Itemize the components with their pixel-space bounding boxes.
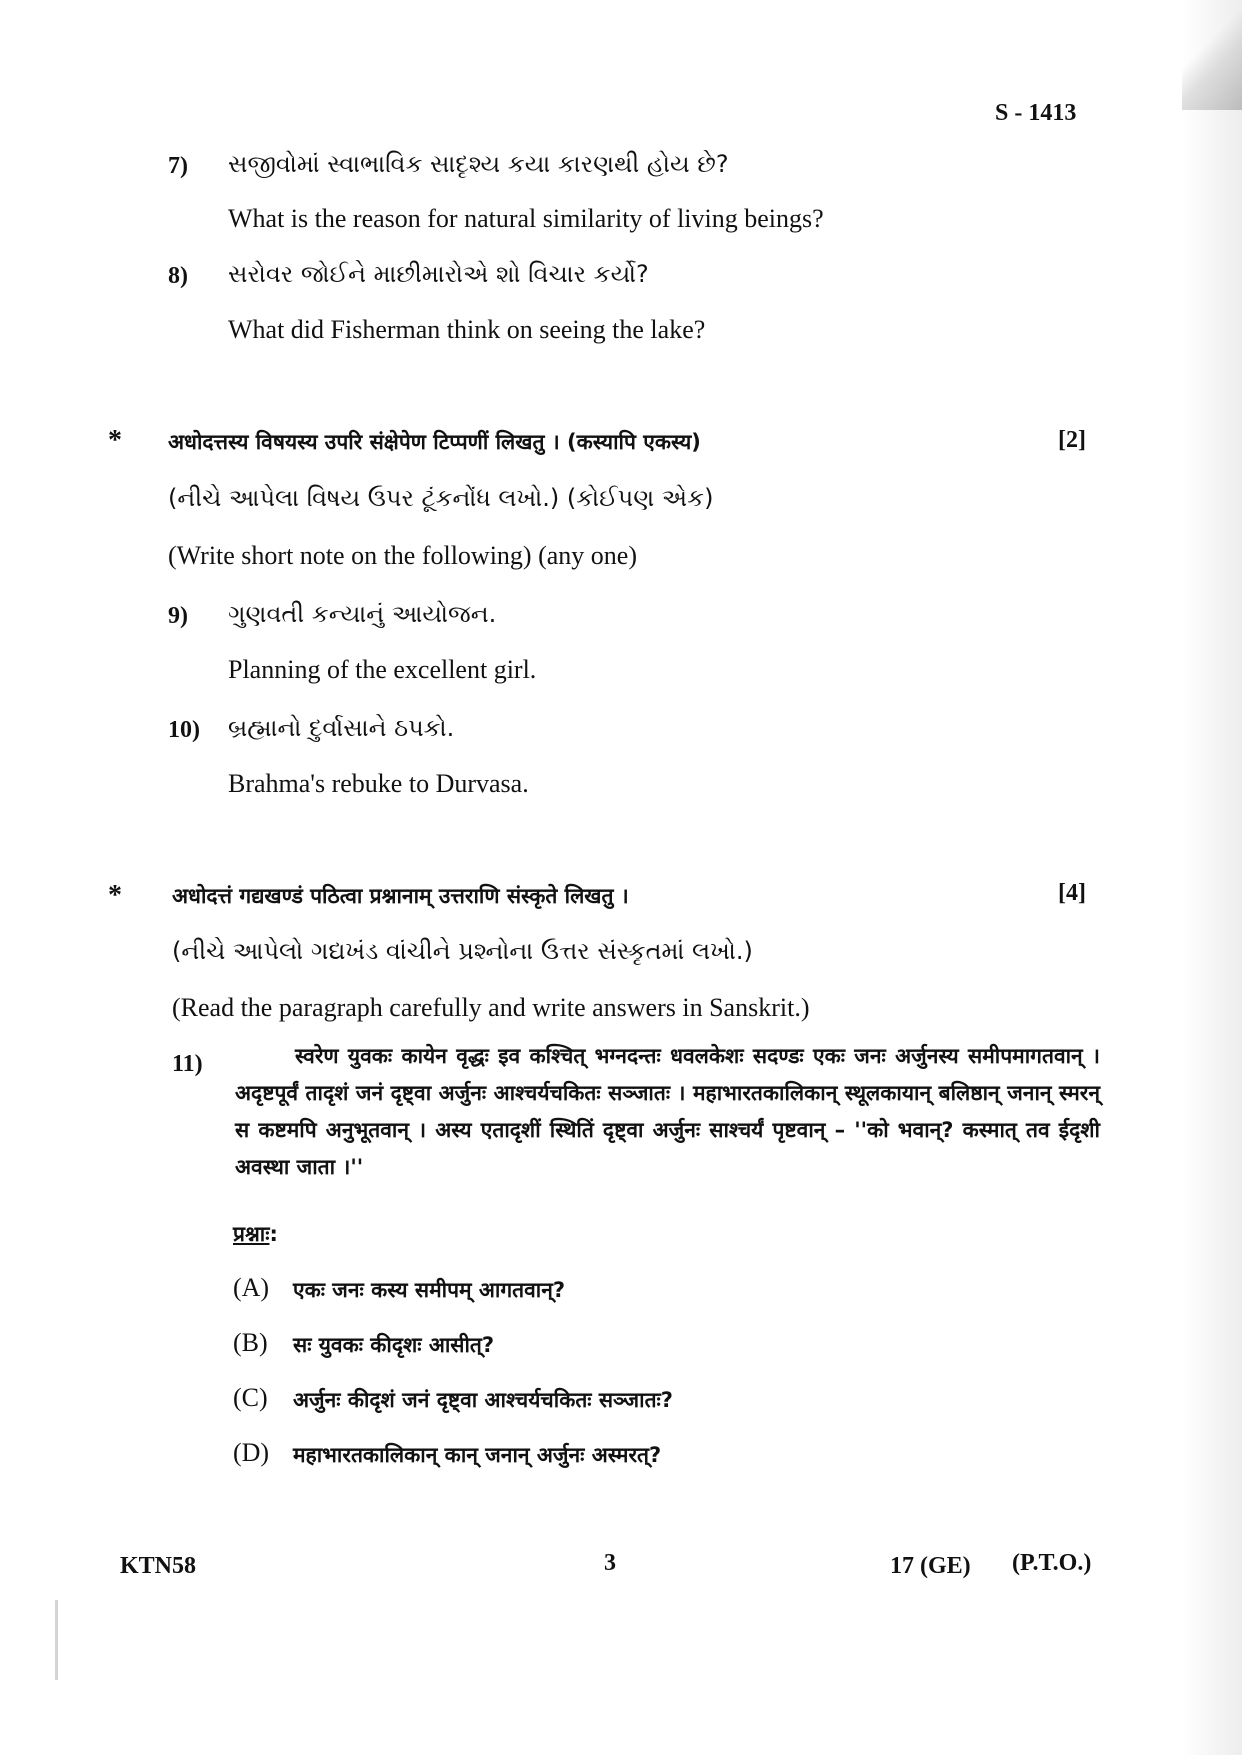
section-marks: [2] [1058,427,1086,453]
section-heading-gujarati: (નીચે આપેલો ગદ્યખંડ વાંચીને પ્રશ્નોના ઉત્તર સંસ્કૃતમાં લખો.) [172,937,753,965]
question-gujarati: સરોવર જોઈને માછીમારોએ શો વિચાર કર્યો? [228,260,649,288]
scan-shadow [1182,0,1242,1755]
sub-question-label: (A) [233,1273,270,1302]
questions-label: प्रश्नाः: [233,1222,278,1246]
sub-question-label: (D) [233,1438,270,1467]
section-heading-gujarati: (નીચે આપેલા વિષય ઉપર ટૂંકનોંધ લખો.) (કોઈપણ એક) [168,484,714,512]
section-heading-english: (Write short note on the following) (any one) [168,541,637,570]
question-gujarati: ગુણવતી કન્યાનું આયોજન. [228,600,497,628]
page-fold-corner [1182,0,1242,110]
question-number: 11) [172,1051,203,1077]
question-gujarati: બ્રહ્માનો દુર્વાસાને ઠપકો. [228,714,455,742]
question-number: 9) [168,603,188,629]
paper-code: S - 1413 [995,100,1077,126]
section-heading-sanskrit: अधोदत्तस्य विषयस्य उपरि संक्षेपेण टिप्पणीं लिखतु । (कस्यापि एकस्य) [168,430,701,454]
question-english: Brahma's rebuke to Durvasa. [228,769,529,798]
question-number: 7) [168,153,188,179]
question-english: What did Fisherman think on seeing the lake? [228,315,706,344]
question-english: What is the reason for natural similarity of living beings? [228,204,824,233]
questions-label-text: प्रश्नाः [233,1222,270,1246]
question-gujarati: સજીવોમાં સ્વાભાવિક સાદૃશ્ય કયા કારણથી હોય છે? [228,150,729,178]
section-heading-english: (Read the paragraph carefully and write answers in Sanskrit.) [172,993,810,1022]
section-heading-sanskrit: अधोदत्तं गद्यखण्डं पठित्वा प्रश्नानाम् उत्तराणि संस्कृते लिखतु । [172,884,629,908]
sub-question-text: अर्जुनः कीदृशं जनं दृष्ट्वा आश्चर्यचकितः सञ्जातः? [293,1388,673,1412]
footer-left-code: KTN58 [120,1553,197,1579]
question-number: 10) [168,717,200,743]
question-english: Planning of the excellent girl. [228,655,537,684]
question-number: 8) [168,263,188,289]
passage [235,1038,1100,1186]
pto-label: (P.T.O.) [1012,1550,1092,1576]
sub-question-label: (B) [233,1328,268,1357]
scan-mark [55,1600,58,1680]
page-number: 3 [604,1550,616,1576]
sub-question-text: महाभारतकालिकान् कान् जनान् अर्जुनः अस्मरत्? [293,1443,662,1467]
footer-right-code: 17 (GE) [890,1553,971,1579]
section-star: * [108,880,122,911]
passage-text: स्वरेण युवकः कायेन वृद्धः इव कश्चित् भग्नदन्तः धवलकेशः सदण्डः एकः जनः अर्जुनस्य समीपमागतवान् । अदृष्टपूर्वं तादृशं जनं दृष्ट्वा अर्जुनः आश्चर्यचकितः सञ्जातः । महाभारतकालिकान् स्थूलकायान् बलिष्ठान् जनान् स्मरन् स कष्टमपि अनुभूतवान् । अस्य एतादृशीं स्थितिं दृष्ट्वा अर्जुनः साश्चर्यं पृष्टवान् – ''को भवान्? कस्मात् तव ईदृशी अवस्था जाता ।'' [235,1044,1100,1179]
section-star: * [108,425,122,456]
sub-question-label: (C) [233,1383,268,1412]
section-marks: [4] [1058,880,1086,906]
sub-question-text: एकः जनः कस्य समीपम् आगतवान्? [293,1278,566,1302]
sub-question-text: सः युवकः कीदृशः आसीत्? [293,1333,495,1357]
